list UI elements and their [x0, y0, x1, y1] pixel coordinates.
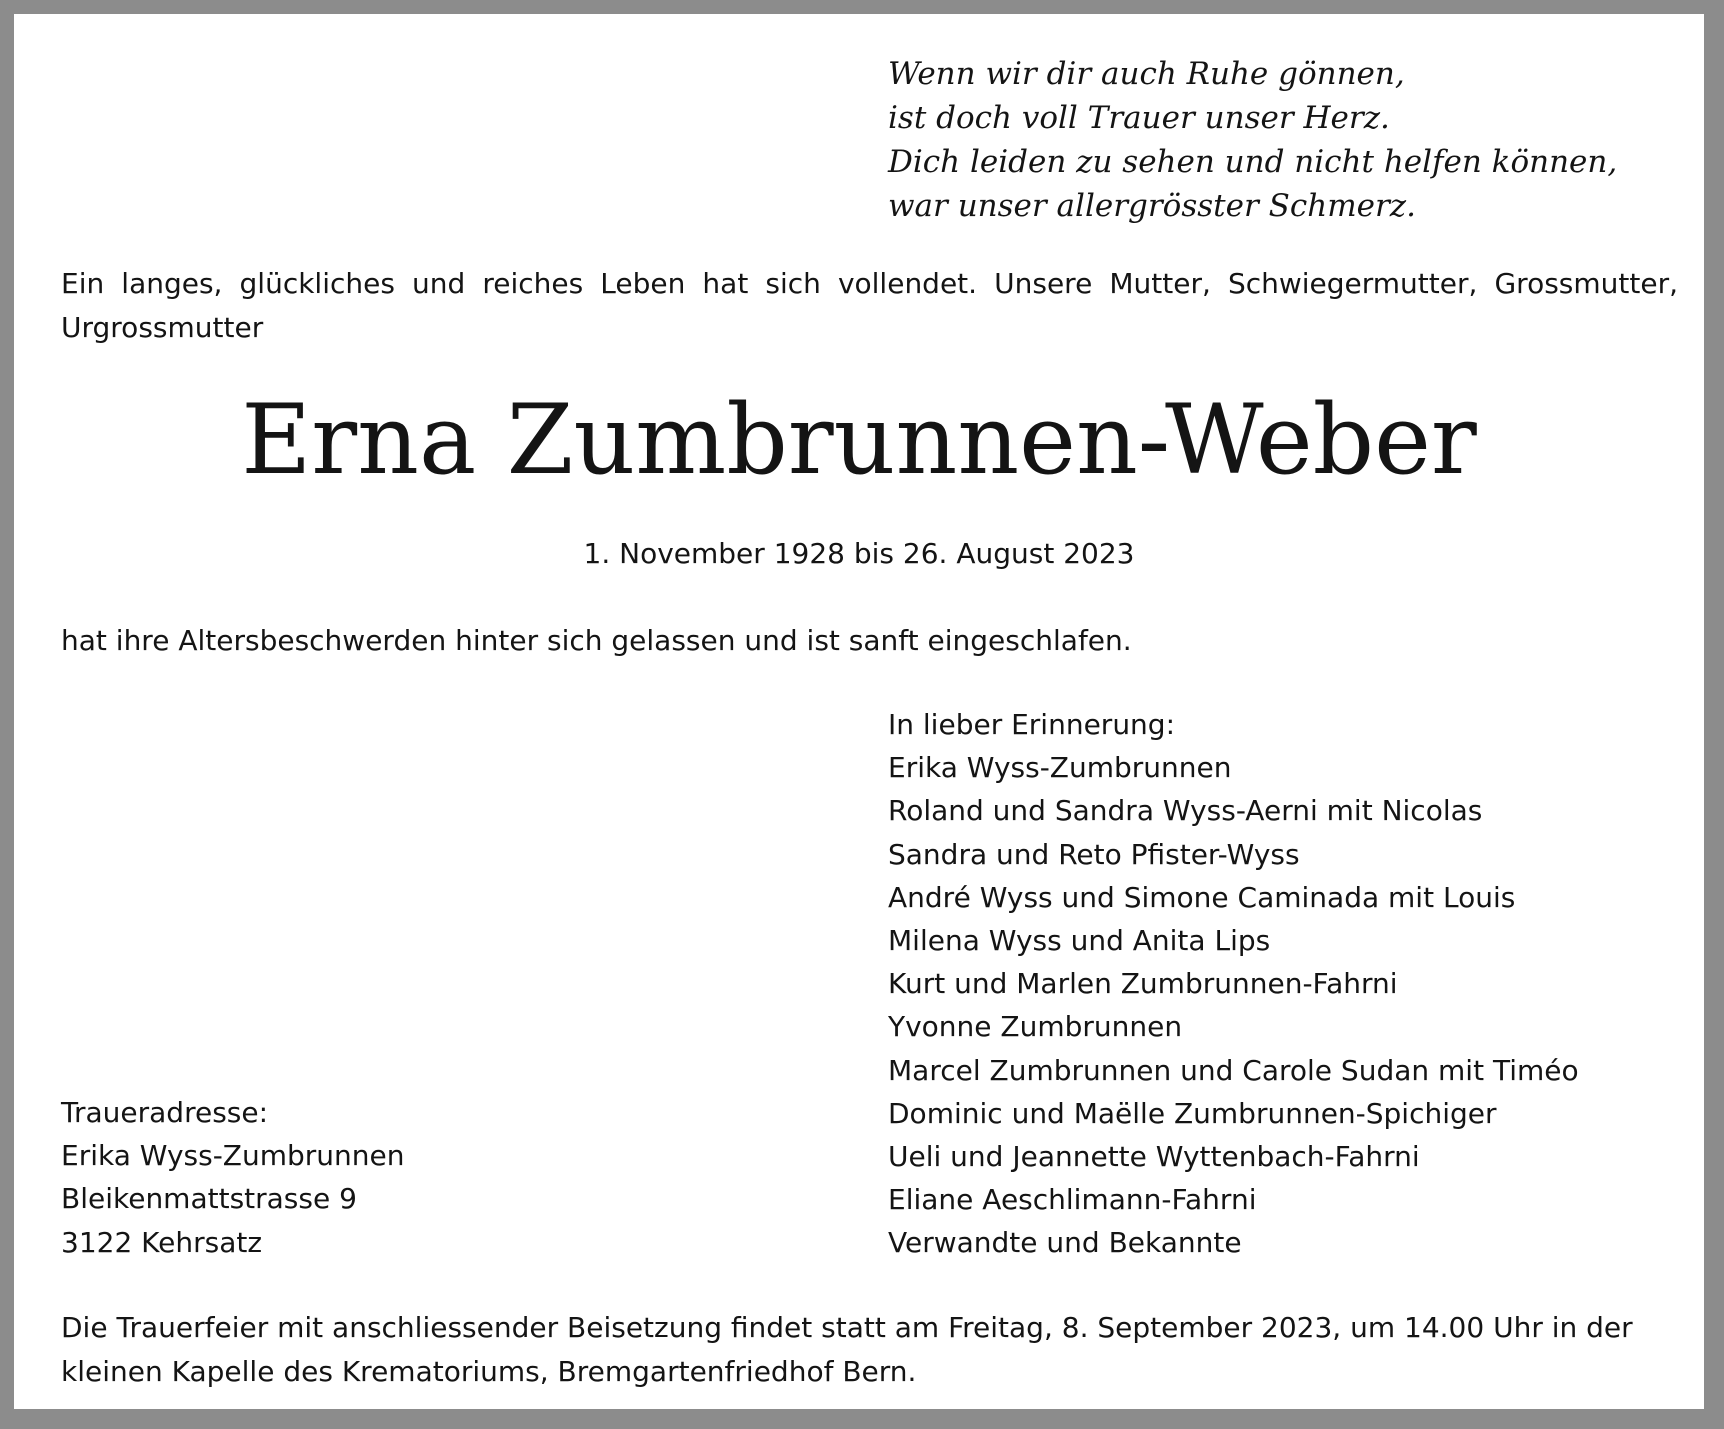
- ceremony-text: Die Trauerfeier mit anschliessender Beisetzung findet statt am Freitag, 8. September 2023, um 14.00 Uhr in der kleinen Kapelle des Krematoriums, Bremgartenfriedhof Bern.: [61, 1311, 1633, 1388]
- poem-line: war unser allergrösster Schmerz.: [888, 188, 1416, 224]
- mourner-name: Eliane Aeschlimann-Fahrni: [888, 1183, 1257, 1217]
- mourner-name: Roland und Sandra Wyss-Aerni mit Nicolas: [888, 794, 1483, 828]
- mourner-name: Dominic und Maëlle Zumbrunnen-Spichiger: [888, 1096, 1497, 1130]
- obituary-notice: [14, 14, 1704, 1409]
- poem: [888, 52, 1617, 228]
- mourners-list: [888, 703, 1579, 1265]
- poem-line: ist doch voll Trauer unser Herz.: [888, 100, 1390, 136]
- mourner-name: Marcel Zumbrunnen und Carole Sudan mit Timéo: [888, 1053, 1579, 1087]
- poem-line: Dich leiden zu sehen und nicht helfen können,: [888, 144, 1618, 180]
- poem-line: Wenn wir dir auch Ruhe gönnen,: [888, 56, 1405, 92]
- mourner-name: Milena Wyss und Anita Lips: [888, 924, 1271, 958]
- address-street: Bleikenmattstrasse 9: [61, 1182, 357, 1216]
- mourner-name: Sandra und Reto Pfister-Wyss: [888, 837, 1300, 871]
- mourning-address: [61, 1091, 405, 1264]
- mourner-name: Erika Wyss-Zumbrunnen: [888, 751, 1232, 785]
- deceased-name: Erna Zumbrunnen-Weber: [241, 384, 1477, 496]
- mourner-name: Yvonne Zumbrunnen: [888, 1010, 1183, 1044]
- mourners-heading: In lieber Erinnerung:: [888, 708, 1176, 741]
- mourner-name: Kurt und Marlen Zumbrunnen-Fahrni: [888, 967, 1398, 1001]
- passing-text: hat ihre Altersbeschwerden hinter sich gelassen und ist sanft eingeschlafen.: [61, 624, 1132, 657]
- mourner-name: André Wyss und Simone Caminada mit Louis: [888, 880, 1516, 914]
- mourner-name: Verwandte und Bekannte: [888, 1226, 1242, 1260]
- address-city: 3122 Kehrsatz: [61, 1225, 263, 1259]
- life-dates: 1. November 1928 bis 26. August 2023: [583, 537, 1135, 570]
- intro-text: Ein langes, glückliches und reiches Leben hat sich vollendet. Unsere Mutter, Schwiegermutter, Grossmutter, Urgrossmutter: [61, 267, 1678, 344]
- mourner-name: Ueli und Jeannette Wyttenbach-Fahrni: [888, 1140, 1420, 1174]
- address-label: Traueradresse:: [61, 1096, 269, 1129]
- address-name: Erika Wyss-Zumbrunnen: [61, 1139, 405, 1173]
